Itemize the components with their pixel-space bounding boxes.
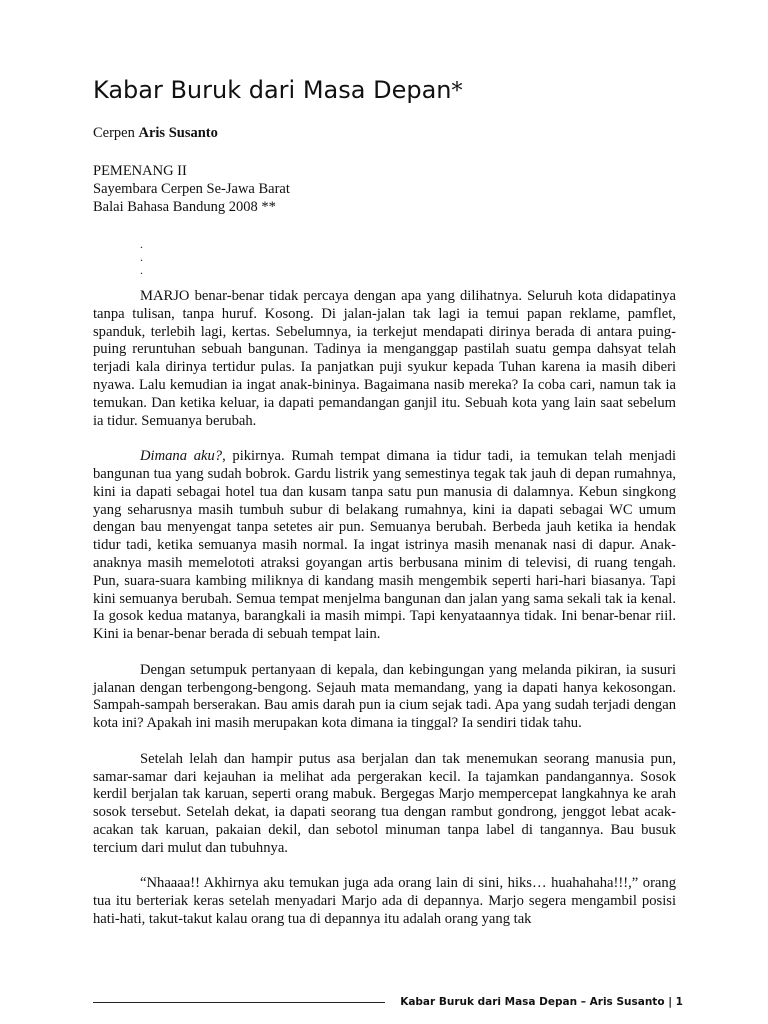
award-organizer: Balai Bahasa Bandung 2008 ** (93, 199, 276, 215)
page-footer: Kabar Buruk dari Masa Depan – Aris Susanto | 1 (400, 996, 683, 1008)
story-paragraph-4 (93, 751, 676, 858)
author-name: Aris Susanto (138, 125, 218, 141)
title-footnote-mark: * (451, 79, 463, 104)
byline-prefix: Cerpen (93, 125, 135, 141)
story-paragraph-5 (93, 875, 676, 928)
paragraph-text: Setelah lelah dan hampir putus asa berjalan dan tak menemukan seorang manusia pun, samar-samar dari kejauhan ia melihat ada pergerakan kecil. Ia tajamkan pandangannya. Sosok kerdil berjalan tak karuan, seperti orang mabuk. Bergegas Marjo mempercepat langkahnya ke arah sosok tersebut. Setelah dekat, ia dapati seorang tua dengan rambut gondrong, jenggot lebat acak-acakan tak karuan, pakaian dekil, dan sebotol minuman tanpa label di tangannya. Bau busuk tercium dari mulut dan tubuhnya. (93, 750, 676, 856)
story-body (93, 288, 676, 946)
section-dots: . . . (140, 237, 143, 277)
paragraph-text: MARJO benar-benar tidak percaya dengan apa yang dilihatnya. Seluruh kota didapatinya tanpa tulisan, tanpa huruf. Kosong. Di jalan-jalan tak lagi ia temui papan reklame, pamflet, spanduk, terlebih lagi, kertas. Sebelumnya, ia terkejut mendapati dirinya berada di antara puing-puing reruntuhan sebuah bangunan. Tadinya ia menganggap pastilah suatu gempa dahsyat telah terjadi kala dirinya tertidur pulas. Ia panjatkan puji syukur kepada Tuhan karena ia masih diberi nyawa. Lalu kemudian ia ingat anak-bininya. Bagaimana nasib mereka? Ia coba cari, namun tak ia temukan. Dan ketika keluar, ia dapati pemandangan ganjil itu. Sebuah kota yang lain saat sebelum ia tidur. Semuanya berubah. (93, 288, 676, 429)
footer-divider (93, 1002, 385, 1003)
award-rank: PEMENANG II (93, 163, 187, 179)
byline (93, 124, 218, 142)
award-contest: Sayembara Cerpen Se-Jawa Barat (93, 181, 290, 197)
paragraph-text: Dengan setumpuk pertanyaan di kepala, dan kebingungan yang melanda pikiran, ia susuri jalanan dengan terbengong-bengong. Sejauh mata memandang, yang ia dapati hanya kekosongan. Sampah-sampah berserakan. Bau amis darah pun ia cium sejak tadi. Apa yang sudah terjadi dengan kota ini? Apakah ini masih merupakan kota dimana ia tinggal? Ia sendiri tidak tahu. (93, 661, 676, 732)
paragraph-text: “Nhaaaa!! Akhirnya aku temukan juga ada orang lain di sini, hiks… huahahaha!!!,” orang tua itu berteriak keras setelah menyadari Marjo ada di depannya. Marjo segera mengambil posisi hati-hati, takut-takut kalau orang tua di depannya itu adalah orang yang tak (93, 875, 676, 927)
story-title-text: Kabar Buruk dari Masa Depan (93, 76, 452, 104)
paragraph-text: , pikirnya. Rumah tempat dimana ia tidur tadi, ia temukan telah menjadi bangunan tua yang sudah bobrok. Gardu listrik yang semestinya tegak tak jauh di depan rumahnya, kini ia dapati sebagai hotel tua dan kusam tanpa satu pun manusia di dalamnya. Kebun singkong yang seharusnya masih tumbuh subur di belakang rumahnya, kini ia dapati sebagai WC umum dengan bau menyengat tanpa setetes air pun. Semuanya berubah. Berbeda jauh ketika ia hendak tidur tadi, ketika semuanya masih normal. Ia ingat istrinya masih menanak nasi di dapur. Anak-anaknya masih memelototi atraksi goyangan artis berbusana minim di televisi, di ruang tengah. Pun, suara-suara kambing miliknya di kandang masih mengembik seperti hari-hari biasanya. Tapi kini semuanya berubah. Semua tempat menjelma bangunan dan jalan yang sama sekali tak ia kenal. Ia gosok kedua matanya, barangkali ia masih mimpi. Tapi kenyataannya tidak. Ini benar-benar riil. Kini ia benar-benar berada di sebuah tempat lain. (93, 448, 677, 643)
paragraph-italic-lead: Dimana aku? (140, 448, 223, 465)
story-paragraph-1 (93, 288, 676, 430)
award-block (93, 162, 290, 216)
story-paragraph-2 (93, 448, 676, 644)
story-title (93, 74, 463, 108)
story-paragraph-3 (93, 662, 676, 733)
